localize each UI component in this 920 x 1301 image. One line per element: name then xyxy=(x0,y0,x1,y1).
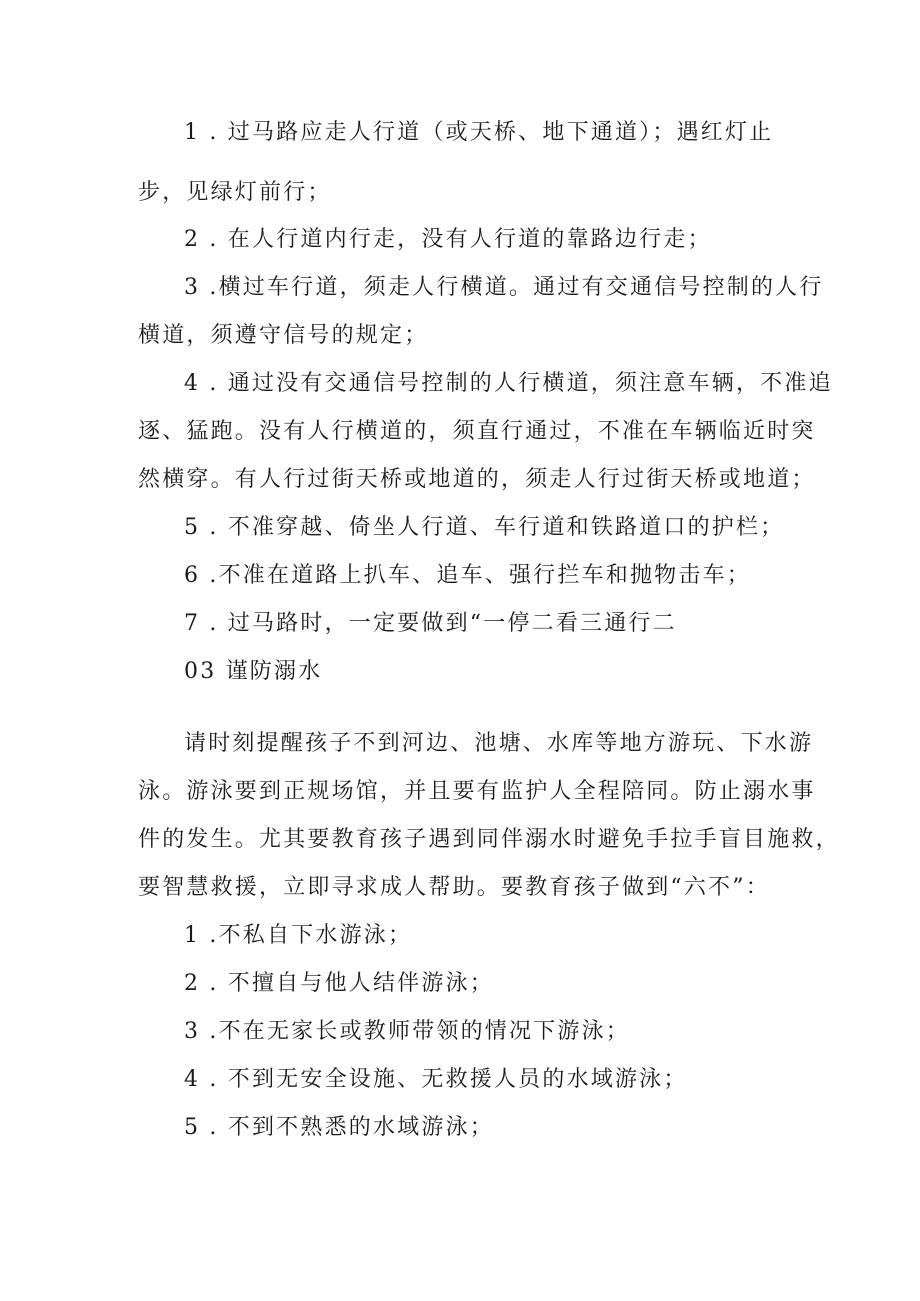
paragraph-line-13: 请时刻提醒孩子不到河边、池塘、水库等地方游玩、下水游 xyxy=(184,731,814,756)
paragraph-line-8: 然横穿。有人行过街天桥或地道的，须走人行过街天桥或地道； xyxy=(138,467,816,492)
paragraph-line-19: 3 .不在无家长或教师带领的情况下游泳； xyxy=(184,1019,630,1044)
paragraph-line-7: 逐、猛跑。没有人行横道的，须直行通过，不准在车辆临近时突 xyxy=(138,419,816,444)
paragraph-line-15: 件的发生。尤其要教育孩子遇到同伴溺水时避免手拉手盲目施救， xyxy=(138,827,840,852)
paragraph-line-16: 要智慧救援，立即寻求成人帮助。要教育孩子做到“六不”： xyxy=(138,875,770,900)
paragraph-line-5: 横道，须遵守信号的规定； xyxy=(138,323,429,348)
paragraph-line-4: 3 .横过车行道，须走人行横道。通过有交通信号控制的人行 xyxy=(184,275,824,300)
paragraph-line-11: 7 . 过马路时，一定要做到“一停二看三通行二 xyxy=(184,611,677,636)
paragraph-line-20: 4 . 不到无安全设施、无救援人员的水域游泳； xyxy=(184,1067,688,1092)
paragraph-line-9: 5 . 不准穿越、倚坐人行道、车行道和铁路道口的护栏； xyxy=(184,515,785,540)
paragraph-line-2: 步，见绿灯前行； xyxy=(138,180,332,205)
paragraph-line-18: 2 . 不擅自与他人结伴游泳； xyxy=(184,971,494,996)
section-heading: 03 谨防溺水 xyxy=(184,659,323,684)
paragraph-line-21: 5 . 不到不熟悉的水域游泳； xyxy=(184,1115,494,1140)
paragraph-line-14: 泳。游泳要到正规场馆，并且要有监护人全程陪同。防止溺水事 xyxy=(138,779,816,804)
paragraph-line-6: 4 . 通过没有交通信号控制的人行横道，须注意车辆，不准追 xyxy=(184,371,833,396)
paragraph-line-1: 1 . 过马路应走人行道（或天桥、地下通道）；遇红灯止 xyxy=(184,120,774,145)
paragraph-line-3: 2 . 在人行道内行走，没有人行道的靠路边行走； xyxy=(184,227,712,252)
paragraph-line-10: 6 .不准在道路上扒车、追车、强行拦车和抛物击车； xyxy=(184,563,751,588)
paragraph-line-17: 1 .不私自下水游泳； xyxy=(184,923,413,948)
